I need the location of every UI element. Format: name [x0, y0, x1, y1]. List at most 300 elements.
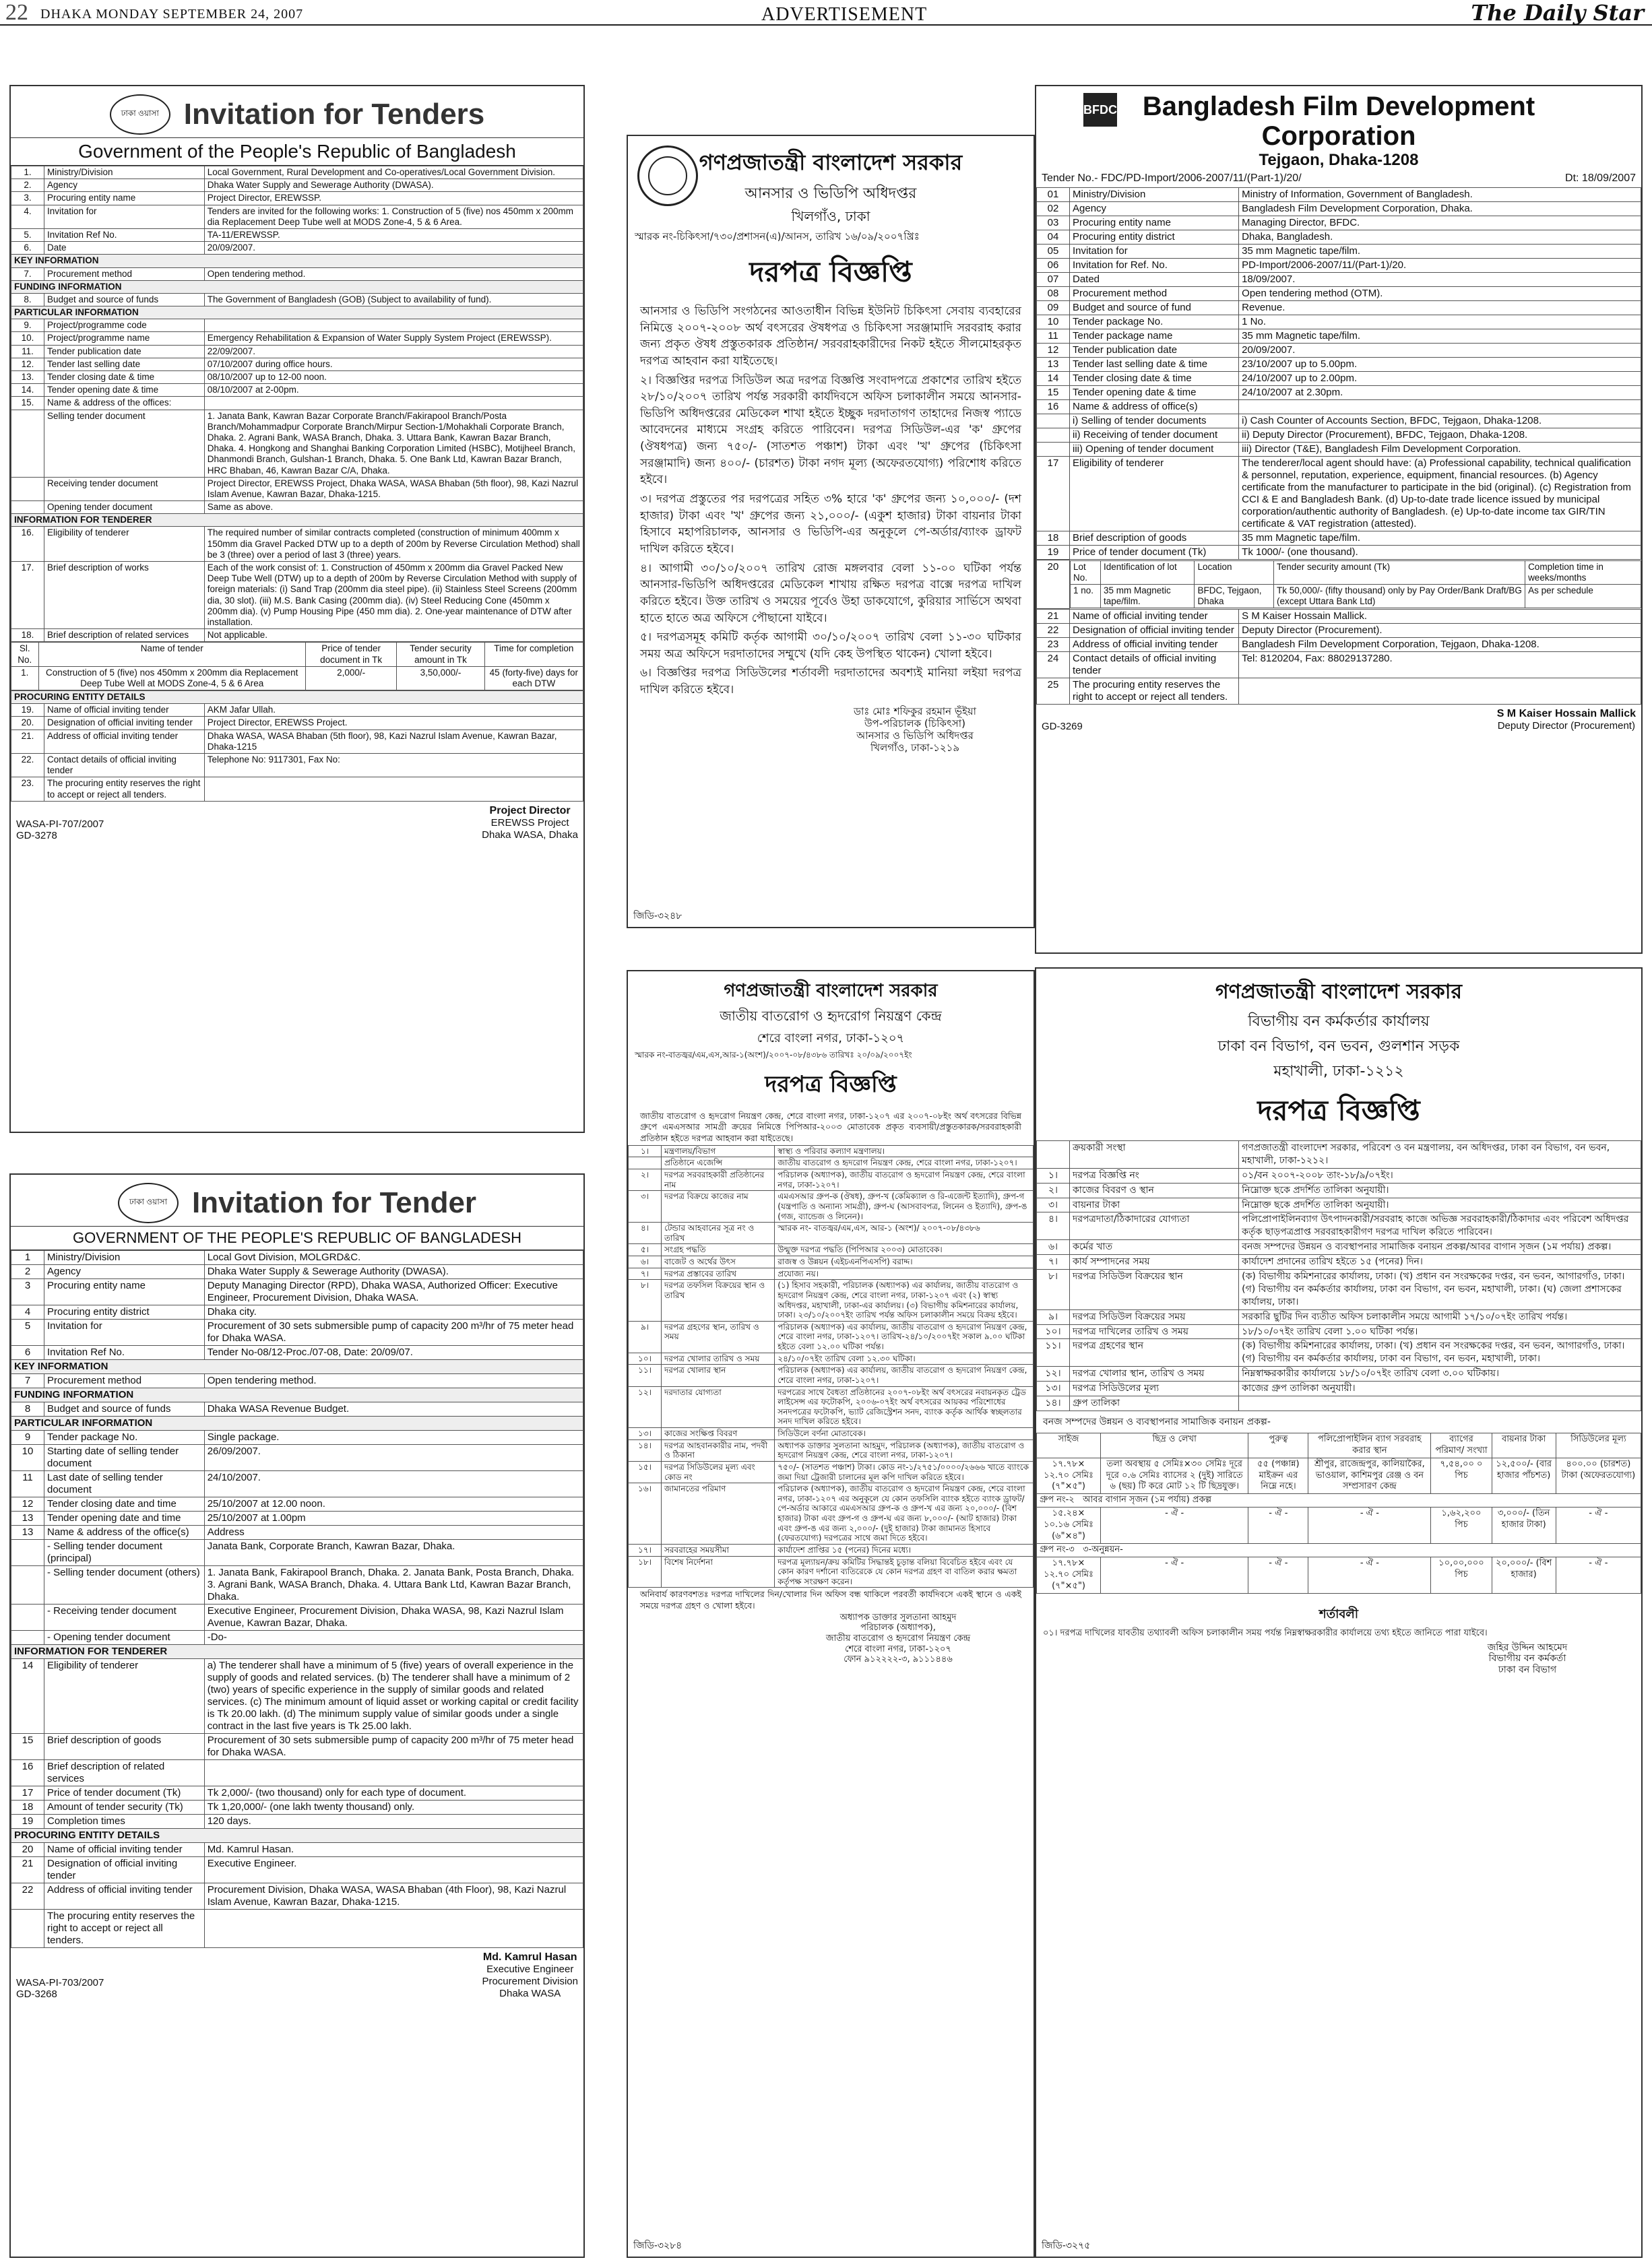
- row-value: The required number of similar contracts completed (construction of minimum 400mm x 150mm dia Gravel Packed DTW up to a depth of 200m by Reverse Circulation Method) shall be 3 (three) over a period of last 3 (three) years.: [204, 527, 583, 562]
- table-row: [11, 477, 583, 500]
- row-label: Contact details of official inviting tender: [1070, 651, 1239, 678]
- ad-bfdc-tender: [1035, 85, 1643, 954]
- row-number: 15: [1037, 386, 1070, 400]
- row-number: 01: [1037, 188, 1070, 202]
- table-row: [11, 410, 583, 477]
- table-cell: Price of tender document in Tk: [305, 643, 396, 666]
- ad2-sig-title: Executive Engineer: [486, 1964, 574, 1976]
- row-number: ৫।: [629, 1244, 662, 1256]
- lot-subtable: [1070, 560, 1641, 609]
- row-label: বিশেষ নির্দেশনা: [662, 1556, 775, 1588]
- row-value: নিম্নস্বাক্ষরকারীর কার্যালয়ে ১৮/১০/০৭ইং তারিখ বেলা ৩.০০ ঘটিকায়।: [1239, 1367, 1641, 1382]
- row-value: [204, 1760, 583, 1786]
- row-value: Deputy Director (Procurement).: [1239, 623, 1641, 637]
- table-row: [629, 1157, 1034, 1169]
- row-label: Procurement method: [44, 1374, 205, 1388]
- ad1-pe-table: [11, 690, 583, 802]
- table-row: [11, 514, 583, 527]
- row-value: 1. Janata Bank, Fakirapool Branch, Dhaka. 2. Janata Bank, Posta Branch, Dhaka. 3. Agrani Bank, WASA Branch, Dhaka. 4. Uttara Bank Ltd, Kawran Bazar Branch, Dhaka.: [204, 1566, 583, 1605]
- row-label: The procuring entity reserves the right to accept or reject all tenders.: [44, 777, 205, 801]
- table-row: [11, 1431, 583, 1445]
- row-label: - Selling tender document (others): [44, 1566, 205, 1605]
- table-row: [11, 1305, 583, 1320]
- ad3-govt: গণপ্রজাতন্ত্রী বাংলাদেশ সরকার: [699, 150, 963, 175]
- ad5-gd: GD-3269: [1042, 720, 1083, 732]
- row-value: Executive Engineer.: [204, 1857, 583, 1883]
- row-value: Md. Kamrul Hasan.: [204, 1843, 583, 1857]
- table-cell: Time for completion: [484, 643, 583, 666]
- row-label: দরপত্র সিডিউল বিক্রয়ের সময়: [1070, 1309, 1239, 1324]
- table-row: [11, 704, 583, 717]
- row-value: 18/09/2007.: [1239, 273, 1641, 287]
- row-number: 08: [1037, 287, 1070, 301]
- table-row: [11, 527, 583, 562]
- row-label: Budget and source of fund: [1070, 301, 1239, 315]
- row-label: Tender closing date & time: [1070, 372, 1239, 386]
- government-seal-icon: [637, 145, 698, 206]
- row-number: 10: [1037, 315, 1070, 329]
- ad4-title: দরপত্র বিজ্ঞপ্তি: [765, 1071, 897, 1098]
- row-number: 21: [1037, 609, 1070, 623]
- ad5-date: Dt: 18/09/2007: [1565, 172, 1636, 184]
- table-cell: পলিপ্রোপাইলিন ব্যাগ সরবরাহ করার স্থান: [1308, 1433, 1431, 1458]
- ad6-sig-name: জহির উদ্দিন আহমেদ: [1487, 1642, 1568, 1653]
- ad4-govt: গণপ্রজাতন্ত্রী বাংলাদেশ সরকার: [724, 981, 938, 1001]
- row-number: ৮।: [1037, 1270, 1070, 1310]
- table-row: [11, 319, 583, 332]
- table-cell: 2,000/-: [305, 666, 396, 690]
- ad2-gd: GD-3268: [16, 1988, 57, 2001]
- row-value: 23/10/2007 up to 5.00pm.: [1239, 358, 1641, 372]
- row-value: ০১/বন ২০০৭-২০০৮ তাং-১৮/৯/০৭ইং।: [1239, 1168, 1641, 1183]
- row-label: বাজেট ও অর্থের উৎস: [662, 1256, 775, 1268]
- row-label: Agency: [44, 179, 205, 192]
- row-label: Designation of official inviting tender: [1070, 623, 1239, 637]
- row-label: Ministry/Division: [1070, 188, 1239, 202]
- table-row: [1037, 344, 1641, 358]
- table-row: [11, 1265, 583, 1279]
- row-label: Procuring entity name: [1070, 216, 1239, 230]
- row-number: 02: [1037, 202, 1070, 216]
- table-row: [11, 166, 583, 179]
- ad6-header: [1036, 969, 1641, 1136]
- ad2-table: [11, 1250, 583, 1948]
- table-row: [11, 1445, 583, 1471]
- row-label: দরপত্র বিজ্ঞপ্তি নং: [1070, 1168, 1239, 1183]
- table-row: [1037, 202, 1641, 216]
- row-label: মন্ত্রণালয়/বিভাগ: [662, 1145, 775, 1157]
- row-label: কর্মের খাত: [1070, 1240, 1239, 1255]
- row-number: 19: [11, 1815, 44, 1829]
- row-number: 19.: [11, 704, 44, 717]
- row-number: 09: [1037, 301, 1070, 315]
- table-row: [11, 1346, 583, 1360]
- ad6-group3-title: ৩-অনুন্নয়ন-: [1083, 1544, 1123, 1555]
- row-number: ৬।: [1037, 1240, 1070, 1255]
- row-value: 35 mm Magnetic tape/film.: [1239, 329, 1641, 344]
- ad1-lot-table: [11, 642, 583, 690]
- table-cell: Tender security amount in Tk: [397, 643, 484, 666]
- row-number: 24: [1037, 651, 1070, 678]
- lot-cell: Tk 50,000/- (fifty thousand) only by Pay Order/Bank Draft/BG (except Uttara Bank Ltd): [1274, 584, 1525, 608]
- table-row: [11, 1320, 583, 1346]
- ad6-group3-label: গ্রুপ নং-৩: [1040, 1544, 1075, 1555]
- row-label: ক্রয়কারী সংস্থা: [1070, 1141, 1239, 1169]
- table-cell: - ঐ -: [1101, 1508, 1248, 1544]
- row-value: [204, 1910, 583, 1948]
- table-row: [1037, 1382, 1641, 1396]
- table-row: [629, 1256, 1034, 1268]
- lot-header: Identification of lot: [1100, 560, 1195, 584]
- ad1-gd: GD-3278: [16, 829, 57, 841]
- row-number: 8: [11, 1402, 44, 1417]
- row-number: 5.: [11, 228, 44, 241]
- table-cell: - ঐ -: [1556, 1508, 1641, 1544]
- row-value: রাজস্ব ও উন্নয়ন (এইচএনপিএসপি) বরাদ্দ।: [775, 1256, 1034, 1268]
- table-row: [11, 1786, 583, 1801]
- row-label: ii) Receiving of tender document: [1070, 428, 1239, 443]
- row-value: TA-11/EREWSSP.: [204, 228, 583, 241]
- ad1-sig-project: EREWSS Project: [490, 816, 569, 829]
- row-number: ৬।: [629, 1256, 662, 1268]
- row-value: উন্মুক্ত দরপত্র পদ্ধতি (পিপিআর ২০০৩) মোতাবেক।: [775, 1244, 1034, 1256]
- table-cell: - ঐ -: [1308, 1557, 1431, 1593]
- row-value: Address: [204, 1526, 583, 1540]
- row-value: Bangladesh Film Development Corporation, Dhaka.: [1239, 202, 1641, 216]
- row-number: 11: [1037, 329, 1070, 344]
- row-value: [1239, 400, 1641, 414]
- row-label: গ্রুপ তালিকা: [1070, 1396, 1239, 1411]
- ad6-dept: বিভাগীয় বন কর্মকর্তার কার্যালয়: [1248, 1013, 1430, 1030]
- table-row: [629, 1321, 1034, 1353]
- issue-date: DHAKA MONDAY SEPTEMBER 24, 2007: [40, 7, 304, 22]
- ad4-sig-name: অধ্যাপক ডাক্তার সুলতানা আহমুদ: [839, 1612, 957, 1623]
- row-label: Procuring entity district: [44, 1305, 205, 1320]
- table-row: [11, 1526, 583, 1540]
- row-number: 16.: [11, 527, 44, 562]
- row-value: Telephone No: 9117301, Fax No:: [204, 754, 583, 777]
- table-row: [629, 1461, 1034, 1483]
- row-number: 04: [1037, 230, 1070, 245]
- section-heading: FUNDING INFORMATION: [11, 1388, 583, 1402]
- table-cell: - ঐ -: [1248, 1508, 1308, 1544]
- table-row: [1037, 1183, 1641, 1198]
- row-label: Tender publication date: [44, 345, 205, 358]
- row-label: Receiving tender document: [44, 477, 205, 500]
- ad6-group2-title: আবর বাগান সৃজন (১ম পর্যায়) প্রকল্প: [1083, 1495, 1211, 1505]
- row-number: ১৩।: [629, 1428, 662, 1440]
- row-label: কার্য সম্পাদনের সময়: [1070, 1255, 1239, 1270]
- ad1-sig-title: Project Director: [489, 804, 571, 816]
- row-number: ১১।: [629, 1365, 662, 1386]
- row-label: Name of official inviting tender: [44, 704, 205, 717]
- section-heading: FUNDING INFORMATION: [11, 280, 583, 293]
- table-cell: Name of tender: [38, 643, 305, 666]
- row-number: [11, 1540, 44, 1566]
- row-number: [11, 1605, 44, 1631]
- row-label: দরপত্র দাখিলের তারিখ ও সময়: [1070, 1324, 1239, 1339]
- ad4-note: অনিবার্য কারণবশতঃ দরপত্র দাখিলের দিন/খোলার দিন অফিস বন্ধ থাকিলে পরবর্তী কার্যদিবসে একই স্থানে ও একই সময়ে দরপত্র গ্রহণ ও খোলা হইবে।: [640, 1589, 1021, 1611]
- table-row: [11, 691, 583, 704]
- row-label: Address of official inviting tender: [44, 730, 205, 753]
- row-number: 11: [11, 1471, 44, 1497]
- row-number: 05: [1037, 245, 1070, 259]
- row-value: সিডিউলে বর্ণনা মোতাবেক।: [775, 1428, 1034, 1440]
- table-row: [11, 1540, 583, 1566]
- row-number: 7: [11, 1374, 44, 1388]
- table-cell: তলা অবস্থায় ৫ সেমিঃ×৩০ সেমিঃ দূরে দূরে ০.৬ সেমিঃ ব্যাসের ২ (দুই) সারিতে ৬ (ছয়) টি করে মোট ১২ টি ছিদ্রযুক্ত।: [1101, 1458, 1248, 1494]
- table-row: [11, 1659, 583, 1734]
- ad3-sig-dept: আনসার ও ভিডিপি অধিদপ্তর: [856, 729, 974, 742]
- table-row: [11, 629, 583, 642]
- row-label: Brief description of goods: [44, 1734, 205, 1760]
- row-number: 16: [1037, 400, 1070, 414]
- lot-cell: 1 no.: [1071, 584, 1101, 608]
- row-value: Procurement of 30 sets submersible pump of capacity 200 m³/hr of 75 meter head for Dhaka WASA.: [204, 1320, 583, 1346]
- ad4-sig-dept: জাতীয় বাতরোগ ও হৃদরোগ নিয়ন্ত্রণ কেন্দ্র: [825, 1633, 971, 1644]
- row-value: Janata Bank, Corporate Branch, Kawran Bazar, Dhaka.: [204, 1540, 583, 1566]
- ad5-table-2: [1036, 609, 1641, 705]
- row-value: Procurement Division, Dhaka WASA, WASA Bhaban (4th Floor), 98, Kazi Nazrul Islam Avenue, Kawran Bazar, Dhaka-1215.: [204, 1883, 583, 1910]
- row-value: Local Government, Rural Development and Co-operatives/Local Government Division.: [204, 166, 583, 179]
- table-row: [11, 293, 583, 306]
- row-value: Ministry of Information, Government of Bangladesh.: [1239, 188, 1641, 202]
- ad1-government: Government of the People's Republic of Bangladesh: [11, 137, 583, 166]
- row-label: Tender last selling date: [44, 358, 205, 370]
- row-number: 10: [11, 1445, 44, 1471]
- table-row: [11, 1566, 583, 1605]
- table-cell: 1.: [11, 666, 39, 690]
- ad4-dept: জাতীয় বাতরোগ ও হৃদরোগ নিয়ন্ত্রণ কেন্দ্র: [720, 1008, 942, 1024]
- table-row: [1037, 637, 1641, 651]
- table-row: [1037, 400, 1641, 414]
- table-cell: ১০,০০,০০০ পিচ: [1431, 1557, 1492, 1593]
- ad6-title: দরপত্র বিজ্ঞপ্তি: [1257, 1094, 1420, 1127]
- row-label: সরবরাহের সময়সীমা: [662, 1544, 775, 1556]
- row-number: ১১।: [1037, 1339, 1070, 1367]
- table-row: [11, 1829, 583, 1843]
- table-cell: ৭,৫৪,০০ ০ পিচ: [1431, 1458, 1492, 1494]
- table-row: [11, 1605, 583, 1631]
- ad4-sig-addr: শেরে বাংলা নগর, ঢাকা-১২০৭: [845, 1644, 951, 1654]
- ad5-header: [1036, 86, 1641, 170]
- table-row: [1037, 287, 1641, 301]
- row-label: Eligibility of tenderer: [1070, 457, 1239, 531]
- row-value: Dhaka, Bangladesh.: [1239, 230, 1641, 245]
- row-value: iii) Director (T&E), Bangladesh Film Development Corporation.: [1239, 443, 1641, 457]
- ad5-sig-title: Deputy Director (Procurement): [1497, 719, 1635, 732]
- row-value: বনজ সম্পদের উন্নয়ন ও ব্যবস্থাপনার সামাজিক বনায়ন প্রকল্প/আবর বাগান সৃজন (১ম পর্যায়) প্রকল্প।: [1239, 1240, 1641, 1255]
- table-row: [1037, 443, 1641, 457]
- row-number: 2.: [11, 179, 44, 192]
- ad1-footer: [11, 802, 583, 844]
- table-row: [1037, 1367, 1641, 1382]
- row-value: Open tendering method (OTM).: [1239, 287, 1641, 301]
- table-row: [1037, 1240, 1641, 1255]
- ad6-group2-label: গ্রুপ নং-২: [1040, 1495, 1075, 1505]
- row-value: স্মারক নং- বাতজ্বর/এম,এস, আর-১ (অংশ)/ ২০০৭-০৮/৪৩৮৬: [775, 1223, 1034, 1244]
- row-number: 25: [1037, 678, 1070, 704]
- row-number: [11, 1566, 44, 1605]
- table-row: [1037, 1168, 1641, 1183]
- row-value: Dhaka Water Supply & Sewerage Authority (DWASA).: [204, 1265, 583, 1279]
- row-value: 1 No.: [1239, 315, 1641, 329]
- table-row: [1037, 1270, 1641, 1310]
- table-row: [1037, 386, 1641, 400]
- row-number: 21.: [11, 730, 44, 753]
- row-number: [629, 1157, 662, 1169]
- row-value: S M Kaiser Hossain Mallick.: [1239, 609, 1641, 623]
- table-row: [11, 1374, 583, 1388]
- ad4-sig-title: পরিচালক (অধ্যাপক),: [860, 1623, 936, 1633]
- table-row: [11, 1417, 583, 1431]
- dwasa-logo: ঢাকা ওয়াসা: [110, 94, 170, 135]
- row-number: 9.: [11, 319, 44, 332]
- row-number: ৩।: [629, 1191, 662, 1223]
- row-value: 22/09/2007.: [204, 345, 583, 358]
- table-row: [11, 1402, 583, 1417]
- table-cell: ৩,০০০/- (তিন হাজার টাকা): [1492, 1508, 1556, 1544]
- row-value: অধ্যাপক ডাক্তার সুলতানা আহমুদ, পরিচালক (অধ্যাপক), জাতীয় বাতরোগ ও হৃদরোগ নিয়ন্ত্রণ কেন্দ্র, শেরে বাংলা নগর, ঢাকা-১২০৭।: [775, 1439, 1034, 1461]
- table-cell: ৪০০.০০ (চারশত) টাকা (অফেরতযোগ্য): [1556, 1458, 1641, 1494]
- ad4-header: [628, 971, 1034, 1105]
- table-row: [11, 501, 583, 514]
- row-label: Ministry/Division: [44, 166, 205, 179]
- row-number: 11.: [11, 345, 44, 358]
- row-label: Eligibility of tenderer: [44, 527, 205, 562]
- ad6-gd: জিডি-৩২৭৫: [1042, 2240, 1091, 2251]
- table-row: [1037, 1212, 1641, 1240]
- table-row: [1037, 1339, 1641, 1367]
- row-label: Date: [44, 242, 205, 255]
- table-row: [11, 1631, 583, 1645]
- ad5-sig-name: S M Kaiser Hossain Mallick: [1496, 707, 1636, 719]
- row-label: i) Selling of tender documents: [1070, 414, 1239, 428]
- row-value: Project Director, EREWSS Project.: [204, 717, 583, 730]
- row-value: Single package.: [204, 1431, 583, 1445]
- row-value: Dhaka WASA, WASA Bhaban (5th floor), 98, Kazi Nazrul Islam Avenue, Kawran Bazar, Dhaka-1215: [204, 730, 583, 753]
- table-row: [629, 1353, 1034, 1365]
- ad3-dept: আনসার ও ভিডিপি অধিদপ্তর: [744, 185, 917, 202]
- row-value: 35 mm Magnetic tape/film.: [1239, 245, 1641, 259]
- ad5-name-line1: Bangladesh Film Development: [1142, 92, 1535, 121]
- row-number: 6.: [11, 242, 44, 255]
- row-label: দরপত্র গ্রহণের স্থান, তারিখ ও সময়: [662, 1321, 775, 1353]
- row-label: দরপত্র সিডিউল বিক্রয়ের স্থান: [1070, 1270, 1239, 1310]
- table-row: [11, 1760, 583, 1786]
- table-row: [11, 345, 583, 358]
- body-paragraph: ৩। দরপত্র প্রস্তুতের পর দরপত্রের সহিত ৩% হারে 'ক' গ্রুপের জন্য ১০,০০০/- (দশ হাজার) টাকা এবং 'খ' গ্রুপের জন্য ২১,০০০/- (একুশ হাজার) টাকা বায়নার টাকা হিসাবে মহাপরিচালক, আনসার ও ভিডিপি-এর অনুকূলে পে-অর্ডার/ব্যাংক ড্রাফট দাখিল করিতে হইবে।: [640, 492, 1021, 556]
- row-number: ১২।: [629, 1386, 662, 1428]
- row-value: 25/10/2007 at 12.00 noon.: [204, 1497, 583, 1512]
- row-number: 17: [11, 1786, 44, 1801]
- table-row: [1037, 428, 1641, 443]
- ad5-signature: [1497, 707, 1636, 732]
- row-number: 23: [1037, 637, 1070, 651]
- row-label: কাজের বিবরণ ও স্থান: [1070, 1183, 1239, 1198]
- row-value: কাজের গ্রুপ তালিকা অনুযায়ী।: [1239, 1382, 1641, 1396]
- row-number: 7.: [11, 267, 44, 280]
- table-row: [629, 1544, 1034, 1556]
- row-label: Price of tender document (Tk): [1070, 546, 1239, 560]
- row-value: Bangladesh Film Development Corporation, Tejgaon, Dhaka-1208.: [1239, 637, 1641, 651]
- row-number: 5: [11, 1320, 44, 1346]
- row-label: দরপত্রদাতা/ঠিকাদারের যোগ্যতা: [1070, 1212, 1239, 1240]
- row-number: 4: [11, 1305, 44, 1320]
- dwasa-logo: ঢাকা ওয়াসা: [118, 1183, 179, 1223]
- row-number: 21: [11, 1857, 44, 1883]
- ad2-title: Invitation for Tender: [191, 1186, 477, 1219]
- lot-cell: As per schedule: [1525, 584, 1641, 608]
- row-value: কার্যাদেশ প্রাপ্তির ১৫ (পনের) দিনের মধ্যে।: [775, 1544, 1034, 1556]
- row-number: ১০।: [1037, 1324, 1070, 1339]
- table-row: [1037, 230, 1641, 245]
- table-cell: সিডিউলের মূল্য: [1556, 1433, 1641, 1458]
- table-row: [11, 1843, 583, 1857]
- table-row: [629, 1428, 1034, 1440]
- table-row: [11, 1279, 583, 1305]
- table-cell: ১২,৫০০/- (বার হাজার পাঁচশত): [1492, 1458, 1556, 1494]
- table-cell: 3,50,000/-: [397, 666, 484, 690]
- row-value: 07/10/2007 during office hours.: [204, 358, 583, 370]
- ad5-tender-no: Tender No.- FDC/PD-Import/2006-2007/11/(Part-1)/20/: [1042, 172, 1302, 184]
- row-number: ২।: [629, 1169, 662, 1191]
- table-cell: ১৫.২৪× ১০.১৬ সেমিঃ (৬"×৪"): [1037, 1508, 1101, 1544]
- row-value: Managing Director, BFDC.: [1239, 216, 1641, 230]
- row-number: [11, 1910, 44, 1948]
- row-label: Procurement method: [1070, 287, 1239, 301]
- row-value: Tk 1000/- (one thousand).: [1239, 546, 1641, 560]
- row-label: Eligibility of tenderer: [44, 1659, 205, 1734]
- row-number: ১২।: [1037, 1367, 1070, 1382]
- row-value: Open tendering method.: [204, 1374, 583, 1388]
- table-row: [11, 1815, 583, 1829]
- table-row: [11, 1497, 583, 1512]
- row-label: দরদাতার যোগ্যতা: [662, 1386, 775, 1428]
- table-row: [1037, 623, 1641, 637]
- row-value: 08/10/2007 up to 12-00 noon.: [204, 371, 583, 384]
- row-number: 18: [1037, 531, 1070, 546]
- row-label: দরপত্র খোলার স্থান: [662, 1365, 775, 1386]
- row-label: Address of official inviting tender: [1070, 637, 1239, 651]
- row-label: Brief description of works: [44, 562, 205, 629]
- table-row: [629, 1223, 1034, 1244]
- row-label: Procurement method: [44, 267, 205, 280]
- row-label: Tender package name: [1070, 329, 1239, 344]
- row-number: ১৮।: [629, 1556, 662, 1588]
- row-number: 17.: [11, 562, 44, 629]
- row-label: দরপত্র সিডিউলের মূল্য: [1070, 1382, 1239, 1396]
- row-label: - Receiving tender document: [44, 1605, 205, 1631]
- lot-header: Location: [1195, 560, 1274, 584]
- newspaper-logo: The Daily Star: [1471, 0, 1644, 26]
- table-row: [11, 228, 583, 241]
- ad1-table: [11, 166, 583, 642]
- row-number: [1037, 428, 1070, 443]
- table-row: [1037, 259, 1641, 273]
- row-value: PD-Import/2006-2007/11/(Part-1)/20.: [1239, 259, 1641, 273]
- row-value: স্বাস্থ্য ও পরিবার কল্যাণ মন্ত্রণালয়।: [775, 1145, 1034, 1157]
- row-value: [204, 397, 583, 410]
- table-row: [1037, 358, 1641, 372]
- table-row: [11, 777, 583, 801]
- ad6-sig-dept: ঢাকা বন বিভাগ: [1498, 1664, 1557, 1676]
- row-value: Not applicable.: [204, 629, 583, 642]
- table-row: [629, 1556, 1034, 1588]
- row-value: (ক) বিভাগীয় কমিশনারের কার্যালয়, ঢাকা। (খ) প্রধান বন সংরক্ষকের দপ্তর, বন ভবন, আগারগাঁও, ঢাকা। (গ) বিভাগীয় বন কর্মকর্তার কার্যালয়, ঢাকা বন বিভাগ, বন ভবন, মহাখালী, ঢাকা।: [1239, 1339, 1641, 1367]
- row-label: Starting date of selling tender document: [44, 1445, 205, 1471]
- ad3-sig-name: ডাঃ মোঃ শফিকুর রহমান ভূঁইয়া: [853, 705, 977, 717]
